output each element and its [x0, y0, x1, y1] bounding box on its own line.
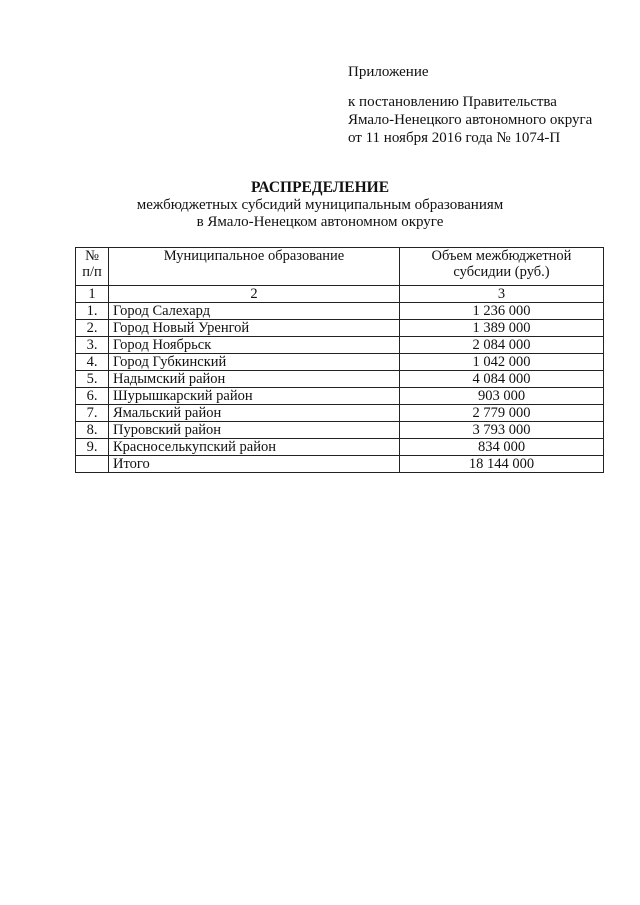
total-row — [76, 456, 604, 473]
row-name: Надымский район — [109, 371, 400, 388]
header-num-line: № — [85, 248, 99, 264]
row-amount: 3 793 000 — [400, 422, 604, 439]
document-subtitle-line: в Ямало-Ненецком автономном округе — [196, 214, 444, 230]
document-subtitle-line: межбюджетных субсидий муниципальным образованиям — [136, 197, 504, 213]
row-num: 4. — [76, 354, 109, 371]
header-num-line: п/п — [82, 264, 102, 280]
table-row — [76, 422, 604, 439]
table-row — [76, 388, 604, 405]
table-row — [76, 303, 604, 320]
row-num: 8. — [76, 422, 109, 439]
table-row — [76, 320, 604, 337]
header-municipality: Муниципальное образование — [109, 248, 400, 286]
annex-line: к постановлению Правительства — [348, 94, 557, 110]
table-row — [76, 371, 604, 388]
header-num — [76, 248, 109, 286]
row-num: 5. — [76, 371, 109, 388]
row-num: 6. — [76, 388, 109, 405]
row-num: 1. — [76, 303, 109, 320]
table-row — [76, 337, 604, 354]
table-row — [76, 439, 604, 456]
title-block — [0, 179, 640, 231]
header-amount — [400, 248, 604, 286]
row-num: 2. — [76, 320, 109, 337]
header-amount-line: субсидии (руб.) — [453, 264, 550, 280]
row-name: Красноселькупский район — [109, 439, 400, 456]
row-name: Пуровский район — [109, 422, 400, 439]
table-header-row — [76, 248, 604, 286]
total-label: Итого — [109, 456, 400, 473]
row-name: Город Ноябрьск — [109, 337, 400, 354]
row-amount: 1 042 000 — [400, 354, 604, 371]
row-name: Город Салехард — [109, 303, 400, 320]
row-amount: 4 084 000 — [400, 371, 604, 388]
row-amount: 1 236 000 — [400, 303, 604, 320]
column-number: 3 — [400, 286, 604, 303]
distribution-table — [75, 247, 604, 473]
total-num — [76, 456, 109, 473]
row-amount: 1 389 000 — [400, 320, 604, 337]
row-num: 3. — [76, 337, 109, 354]
column-number: 1 — [76, 286, 109, 303]
row-amount: 903 000 — [400, 388, 604, 405]
row-num: 9. — [76, 439, 109, 456]
annex-block — [348, 63, 592, 147]
column-number: 2 — [109, 286, 400, 303]
row-name: Шурышкарский район — [109, 388, 400, 405]
total-amount: 18 144 000 — [400, 456, 604, 473]
row-name: Город Новый Уренгой — [109, 320, 400, 337]
header-amount-line: Объем межбюджетной — [431, 248, 572, 264]
document-title: РАСПРЕДЕЛЕНИЕ — [250, 179, 390, 196]
table-row — [76, 405, 604, 422]
row-name: Город Губкинский — [109, 354, 400, 371]
row-amount: 2 779 000 — [400, 405, 604, 422]
annex-title: Приложение — [348, 64, 429, 80]
row-amount: 834 000 — [400, 439, 604, 456]
annex-line: Ямало-Ненецкого автономного округа — [348, 112, 593, 128]
row-num: 7. — [76, 405, 109, 422]
annex-line: от 11 ноября 2016 года № 1074-П — [348, 130, 561, 146]
row-name: Ямальский район — [109, 405, 400, 422]
row-amount: 2 084 000 — [400, 337, 604, 354]
table-row — [76, 354, 604, 371]
column-number-row — [76, 286, 604, 303]
